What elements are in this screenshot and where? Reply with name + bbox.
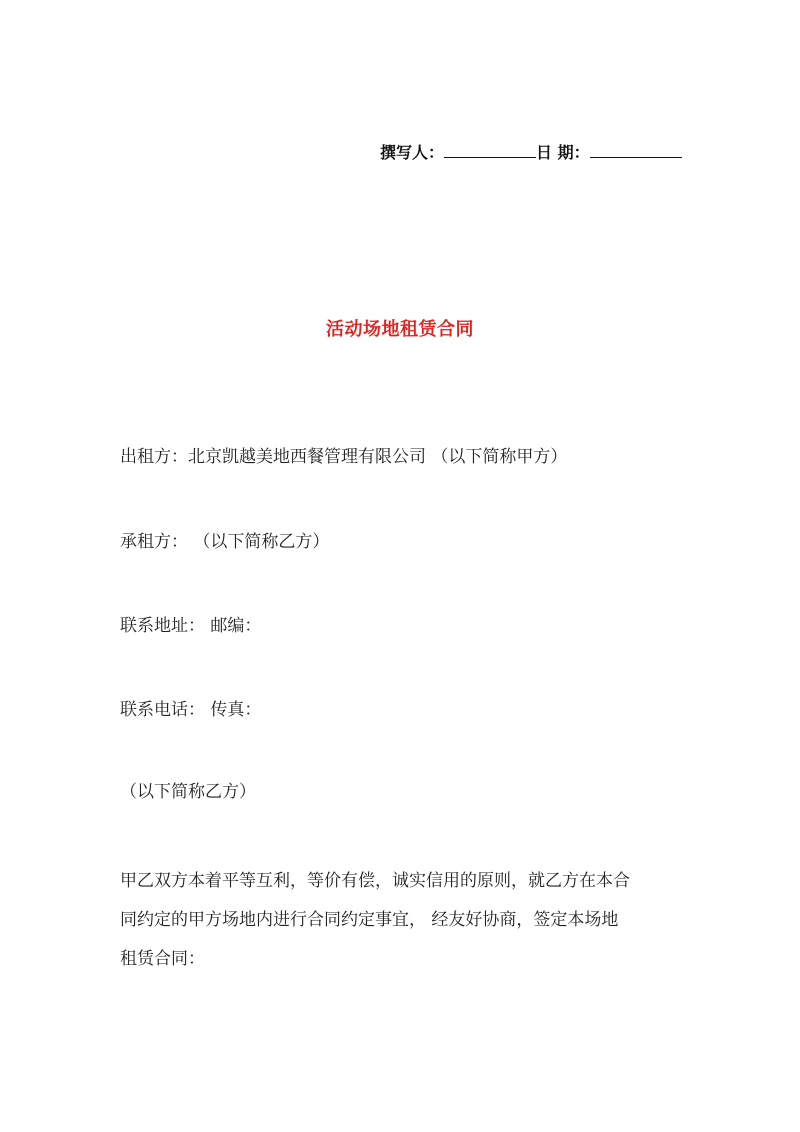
date-label: 日 期： (536, 143, 590, 162)
address-line: 联系地址： 邮编： (120, 616, 262, 636)
date-blank (590, 143, 682, 158)
paragraph-line: 甲乙双方本着平等互利，等价有偿，诚实信用的原则，就乙方在本合 (120, 871, 630, 891)
lessor-line: 出租方：北京凯越美地西餐管理有限公司 （以下简称甲方） (120, 447, 568, 467)
document-title: 活动场地租赁合同 (326, 319, 474, 340)
author-date-line (380, 140, 682, 163)
author-blank (444, 143, 536, 158)
intro-paragraph (120, 862, 685, 979)
lessee-note-line: （以下简称乙方） (120, 782, 256, 802)
author-label: 撰写人： (380, 143, 445, 162)
phone-line: 联系电话： 传真： (120, 700, 262, 720)
lessee-line: 承租方： （以下简称乙方） (120, 532, 330, 552)
paragraph-line: 同约定的甲方场地内进行合同约定事宜， 经友好协商，签定本场地 (120, 910, 619, 930)
paragraph-line: 租赁合同： (120, 949, 205, 969)
